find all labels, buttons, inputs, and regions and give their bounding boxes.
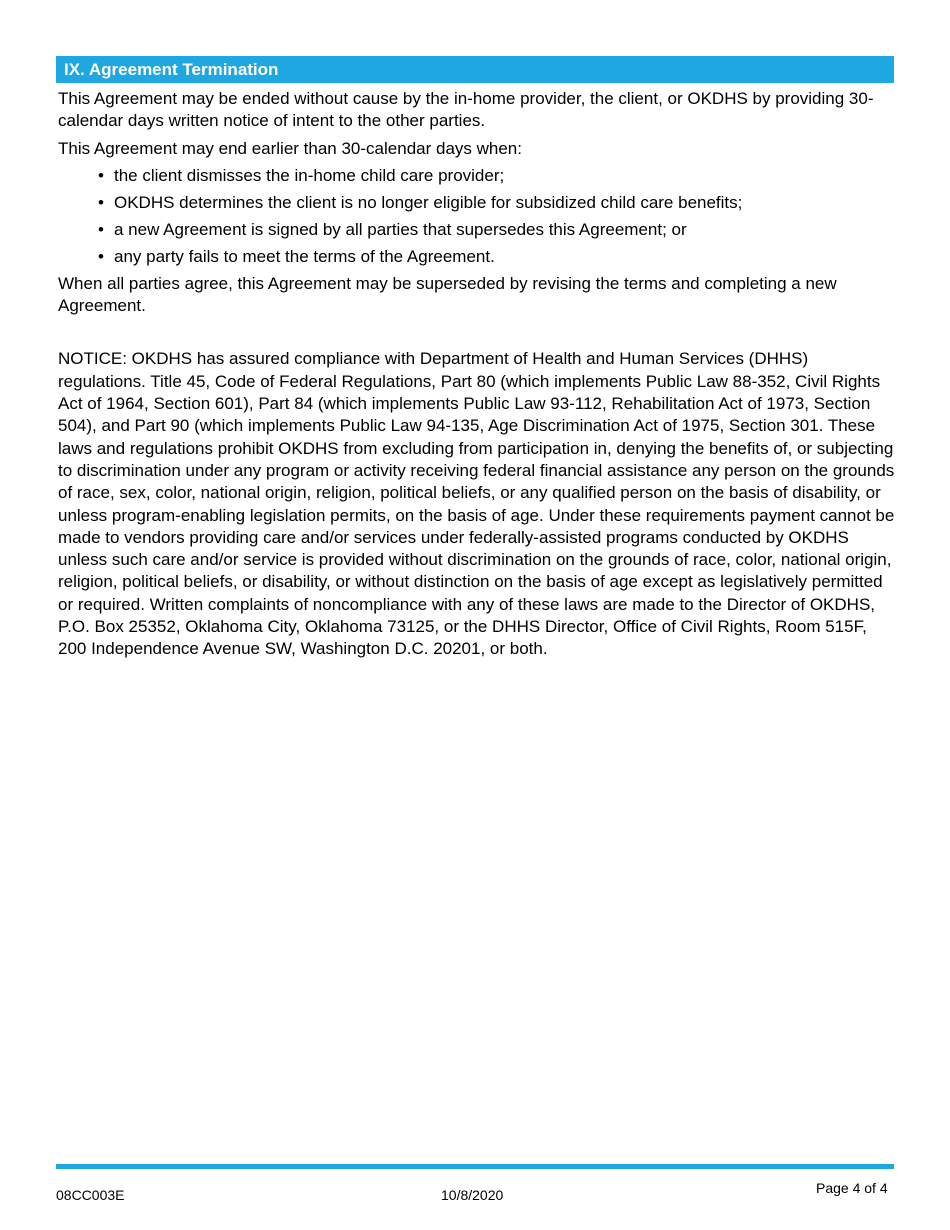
page-number: Page 4 of 4 [816,1180,888,1196]
notice-paragraph: NOTICE: OKDHS has assured compliance with Department of Health and Human Services (DHHS) regulations. Title 45, Code of Federal Regulations, Part 80 (which implements Public Law 88-352, Civil Rights Act of 1964, Section 601), Part 84 (which implements Public Law 93-112, Rehabilitation Act of 1973, Section 504), and Part 90 (which implements Public Law 94-135, Age Discrimination Act of 1975, Section 301. These laws and regulations prohibit OKDHS from excluding from participation in, denying the benefits of, or subjecting to discrimination under any program or activity receiving federal financial assistance any person on the grounds of race, sex, color, national origin, religion, political beliefs, or any qualified person on the basis of disability, or unless program-enabling legislation permits, on the basis of age. Under these requirements payment cannot be made to vendors providing care and/or services under federally-assisted programs conducted by OKDHS unless such care and/or service is provided without discrimination on the grounds of race, color, national origin, religion, political beliefs, or disability, or without distinction on the basis of age except as legislatively permitted or required. Written complaints of noncompliance with any of these laws are made to the Director of OKDHS, P.O. Box 25352, Oklahoma City, Oklahoma 73125, or the DHHS Director, Office of Civil Rights, Room 515F, 200 Independence Avenue SW, Washington D.C. 20201, or both. [58,349,895,659]
paragraph-superseded: When all parties agree, this Agreement may be superseded by revising the terms and completing a new Agreement. [58,273,837,316]
list-item-text: OKDHS determines the client is no longer eligible for subsidized child care benefits; [114,192,743,212]
list-item [98,219,898,241]
form-date: 10/8/2020 [441,1187,504,1203]
bullet-icon: • [98,192,104,212]
bullet-icon: • [98,219,104,239]
list-item [98,165,898,187]
paragraph-end-earlier: This Agreement may end earlier than 30-calendar days when: [58,138,522,158]
section-header-agreement-termination: IX. Agreement Termination [56,56,894,83]
list-item-text: a new Agreement is signed by all parties that supersedes this Agreement; or [114,219,687,239]
list-item [98,246,898,268]
list-item-text: any party fails to meet the terms of the Agreement. [114,246,495,266]
document-body [58,88,898,661]
form-id: 08CC003E [56,1187,125,1203]
paragraph-without-cause: This Agreement may be ended without cause by the in-home provider, the client, or OKDHS by providing 30-calendar days written notice of intent to the other parties. [58,89,874,131]
termination-conditions-list [58,165,898,268]
list-item [98,192,898,214]
bullet-icon: • [98,165,104,185]
list-item-text: the client dismisses the in-home child care provider; [114,165,505,185]
footer-divider [56,1164,894,1169]
bullet-icon: • [98,246,104,266]
